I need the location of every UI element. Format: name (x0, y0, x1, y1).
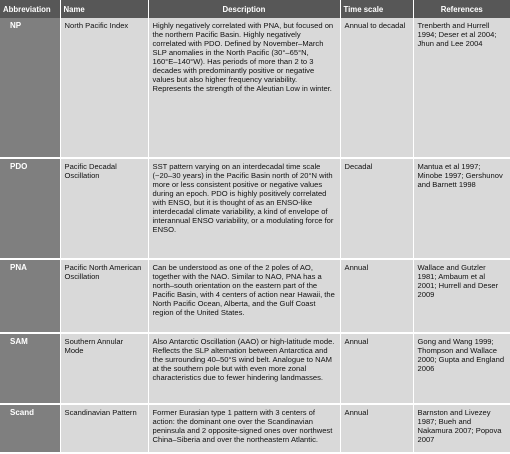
name-cell: Southern Annular Mode (60, 333, 148, 404)
time-scale-cell: Annual (340, 404, 413, 453)
header-references: References (413, 0, 510, 18)
references-cell: Barnston and Livezey 1987; Bueh and Nakamura 2007; Popova 2007 (413, 404, 510, 453)
references-cell: Trenberth and Hurrell 1994; Deser et al 2004; Jhun and Lee 2004 (413, 18, 510, 158)
time-scale-cell: Annual (340, 259, 413, 333)
name-cell: Pacific Decadal Oscillation (60, 158, 148, 259)
table-row (0, 18, 510, 158)
references-cell: Mantua et al 1997; Minobe 1997; Gershunov and Barnett 1998 (413, 158, 510, 259)
table-row (0, 333, 510, 404)
references-cell: Gong and Wang 1999; Thompson and Wallace 2000; Gupta and England 2006 (413, 333, 510, 404)
abbreviation-cell: SAM (0, 333, 60, 404)
references-cell: Wallace and Gutzler 1981; Ambaum et al 2001; Hurrell and Deser 2009 (413, 259, 510, 333)
description-cell: SST pattern varying on an interdecadal time scale (~20–30 years) in the Pacific Basin north of 20°N with more or less consistent positive or negative values during an epoch. PDO is highly positively correlated with ENSO, but it is thought of as an ENSO-like interdecadal climate variability, a kind of envelope of interannual ENSO variability, or a modulating force for ENSO. (148, 158, 340, 259)
table-row (0, 259, 510, 333)
name-cell: North Pacific Index (60, 18, 148, 158)
description-cell: Can be understood as one of the 2 poles of AO, together with the NAO. Similar to NAO, PNA has a north–south orientation on the eastern part of the Pacific Basin, with 4 centers of action near Hawaii, the North Pacific Ocean, Alberta, and the Gulf Coast region of the United States. (148, 259, 340, 333)
description-cell: Highly negatively correlated with PNA, but focused on the northern Pacific Basin. Highly negatively correlated with PDO. Defined by November–March SLP anomalies in the North Pacific (30°–65°N, 160°E–140°W). Has periods of more than 2 to 3 decades with predominantly positive or negative values but also higher frequency variability. Represents the strength of the Aleutian Low in winter. (148, 18, 340, 158)
abbreviation-cell: PDO (0, 158, 60, 259)
time-scale-cell: Annual to decadal (340, 18, 413, 158)
time-scale-cell: Decadal (340, 158, 413, 259)
abbreviation-cell: NP (0, 18, 60, 158)
table-row (0, 404, 510, 453)
header-abbreviation: Abbreviation (0, 0, 60, 18)
time-scale-cell: Annual (340, 333, 413, 404)
description-cell: Also Antarctic Oscillation (AAO) or high-latitude mode. Reflects the SLP alternation between Antarctica and the surrounding 40–50°S wind belt. Analogue to NAM at the southern pole but with even more zonal characteristics due to fewer hindering landmasses. (148, 333, 340, 404)
header-time-scale: Time scale (340, 0, 413, 18)
header-name: Name (60, 0, 148, 18)
abbreviation-cell: PNA (0, 259, 60, 333)
name-cell: Scandinavian Pattern (60, 404, 148, 453)
table-row (0, 158, 510, 259)
header-description: Description (148, 0, 340, 18)
name-cell: Pacific North American Oscillation (60, 259, 148, 333)
description-cell: Former Eurasian type 1 pattern with 3 centers of action: the dominant one over the Scandinavian peninsula and 2 opposite-signed ones over northwest China–Siberia and over the northeastern Atlantic. (148, 404, 340, 453)
table-header (0, 0, 510, 18)
abbreviation-cell: Scand (0, 404, 60, 453)
